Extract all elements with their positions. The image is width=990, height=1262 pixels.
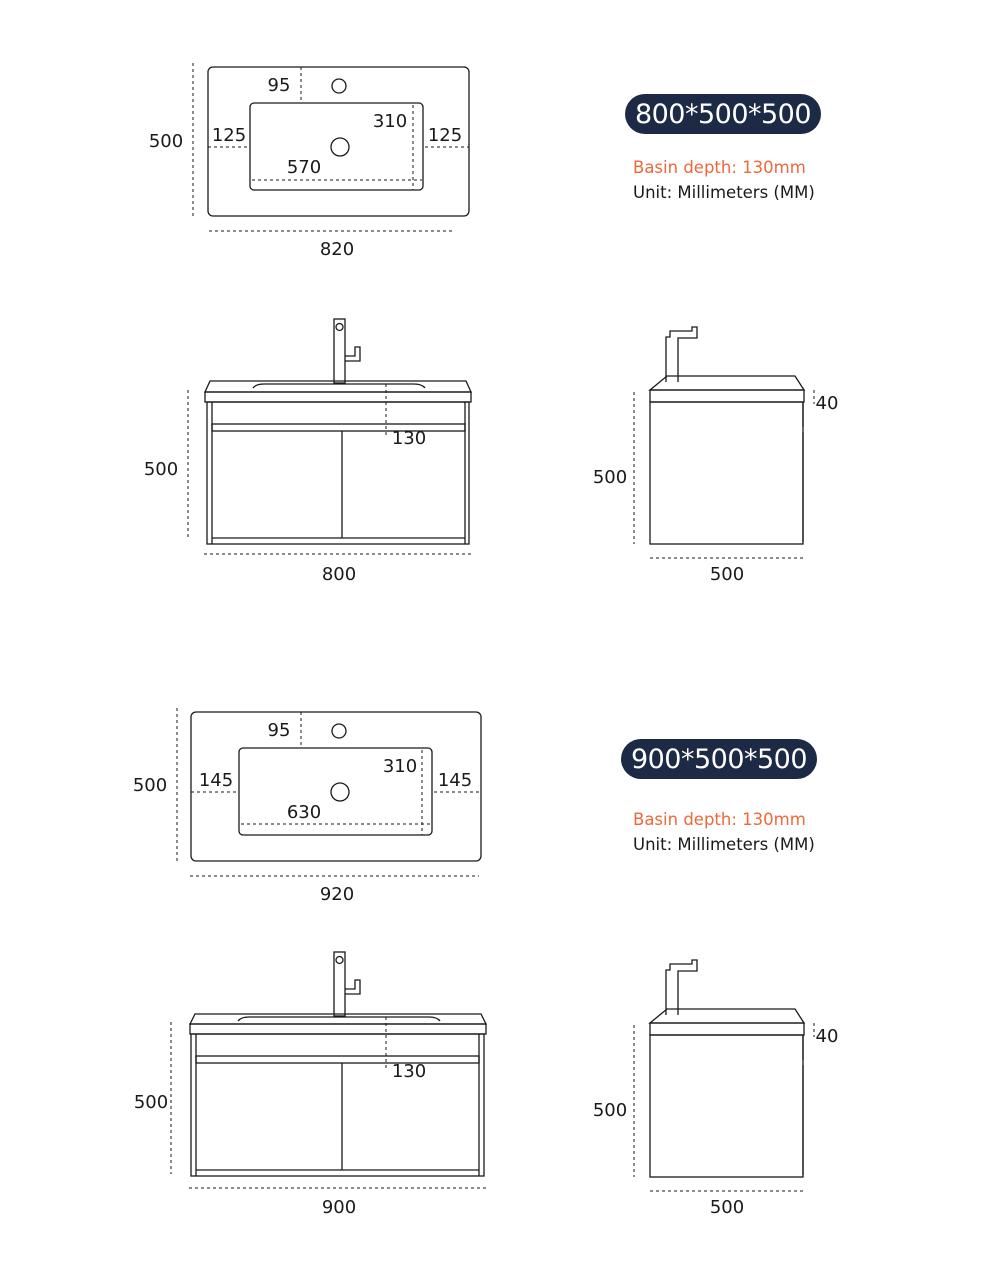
basin-rim	[253, 384, 425, 388]
depth-dim: 500	[709, 564, 745, 585]
unit-label: Unit: Millimeters (MM)	[633, 183, 815, 202]
unit-label: Unit: Millimeters (MM)	[633, 835, 815, 854]
countertop-side	[650, 376, 804, 390]
tap-offset-dim: 95	[267, 75, 291, 96]
front-view-800	[144, 319, 472, 585]
overall-width-dim: 820	[319, 239, 355, 260]
side-view-800	[593, 327, 839, 585]
side-left-dim: 145	[198, 770, 234, 791]
top-view-800	[149, 63, 469, 260]
size-badge-2: 900*500*500	[621, 739, 817, 779]
faucet-body	[334, 319, 345, 383]
basin-depth-dim: 130	[391, 428, 427, 449]
faucet-side	[666, 960, 697, 1015]
side-view-900	[593, 960, 839, 1218]
basin-width-dim: 630	[286, 802, 322, 823]
cabinet-side	[650, 402, 803, 544]
overall-width-dim: 920	[319, 884, 355, 905]
drain-hole	[331, 138, 349, 156]
side-right-dim: 125	[427, 125, 463, 146]
cabinet-body	[191, 1034, 484, 1176]
top-view-900	[133, 708, 481, 905]
tap-hole	[332, 79, 346, 93]
drain-hole	[331, 783, 349, 801]
basin-depth-dim: 130	[391, 1061, 427, 1082]
depth-dim: 500	[132, 775, 168, 796]
depth-dim: 500	[709, 1197, 745, 1218]
height-dim: 500	[592, 467, 628, 488]
width-dim: 900	[321, 1197, 357, 1218]
front-view-900	[134, 952, 486, 1218]
countertop-side	[650, 1009, 804, 1023]
faucet-body	[334, 952, 345, 1016]
size-badge-1: 800*500*500	[625, 94, 821, 134]
cabinet-body	[207, 402, 469, 544]
basin-depth-label: Basin depth: 130mm	[633, 158, 806, 177]
height-dim: 500	[143, 459, 179, 480]
side-left-dim: 125	[211, 125, 247, 146]
cabinet-side	[650, 1035, 803, 1177]
tap-hole	[332, 724, 346, 738]
height-dim: 500	[133, 1092, 169, 1113]
tap-offset-dim: 95	[267, 720, 291, 741]
basin-height-dim: 310	[382, 756, 418, 777]
faucet-side	[666, 327, 697, 382]
depth-dim: 500	[148, 131, 184, 152]
counter-thickness-dim: 40	[815, 1026, 839, 1047]
basin-depth-label: Basin depth: 130mm	[633, 810, 806, 829]
height-dim: 500	[592, 1100, 628, 1121]
width-dim: 800	[321, 564, 357, 585]
counter-thickness-dim: 40	[815, 393, 839, 414]
basin-width-dim: 570	[286, 157, 322, 178]
basin-rim	[238, 1017, 440, 1021]
side-right-dim: 145	[437, 770, 473, 791]
basin-height-dim: 310	[372, 111, 408, 132]
